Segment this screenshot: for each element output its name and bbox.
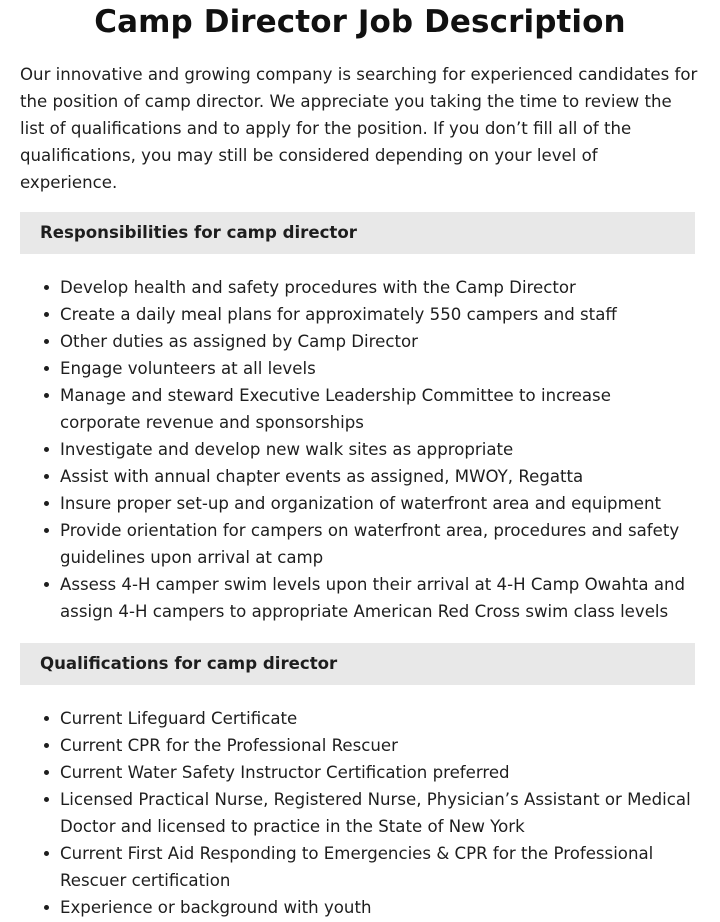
list-item: Assist with annual chapter events as assigned, MWOY, Regatta	[20, 463, 695, 490]
list-item: Investigate and develop new walk sites as appropriate	[20, 436, 695, 463]
list-item: Current First Aid Responding to Emergencies & CPR for the Professional Rescuer certification	[20, 840, 695, 894]
list-item: Current Lifeguard Certificate	[20, 705, 695, 732]
list-item: Manage and steward Executive Leadership Committee to increase corporate revenue and sponsorships	[20, 382, 695, 436]
list-item: Assess 4-H camper swim levels upon their arrival at 4-H Camp Owahta and assign 4-H campers to appropriate American Red Cross swim class levels	[20, 571, 695, 625]
responsibilities-heading: Responsibilities for camp director	[20, 212, 695, 254]
list-item: Develop health and safety procedures with the Camp Director	[20, 274, 695, 301]
list-item: Insure proper set-up and organization of waterfront area and equipment	[20, 490, 695, 517]
qualifications-heading: Qualifications for camp director	[20, 643, 695, 685]
list-item: Engage volunteers at all levels	[20, 355, 695, 382]
qualifications-list	[20, 705, 695, 921]
list-item: Current CPR for the Professional Rescuer	[20, 732, 695, 759]
responsibilities-list	[20, 274, 695, 625]
list-item: Experience or background with youth	[20, 894, 695, 921]
list-item: Provide orientation for campers on waterfront area, procedures and safety guidelines upon arrival at camp	[20, 517, 695, 571]
list-item: Licensed Practical Nurse, Registered Nurse, Physician’s Assistant or Medical Doctor and licensed to practice in the State of New York	[20, 786, 695, 840]
list-item: Other duties as assigned by Camp Director	[20, 328, 695, 355]
list-item: Create a daily meal plans for approximately 550 campers and staff	[20, 301, 695, 328]
intro-paragraph: Our innovative and growing company is searching for experienced candidates for the position of camp director. We appreciate you taking the time to review the list of qualifications and to apply for the position. If you don’t fill all of the qualifications, you may still be considered depending on your level of experience.	[20, 65, 698, 192]
list-item: Current Water Safety Instructor Certification preferred	[20, 759, 695, 786]
page-title: Camp Director Job Description	[94, 4, 626, 40]
